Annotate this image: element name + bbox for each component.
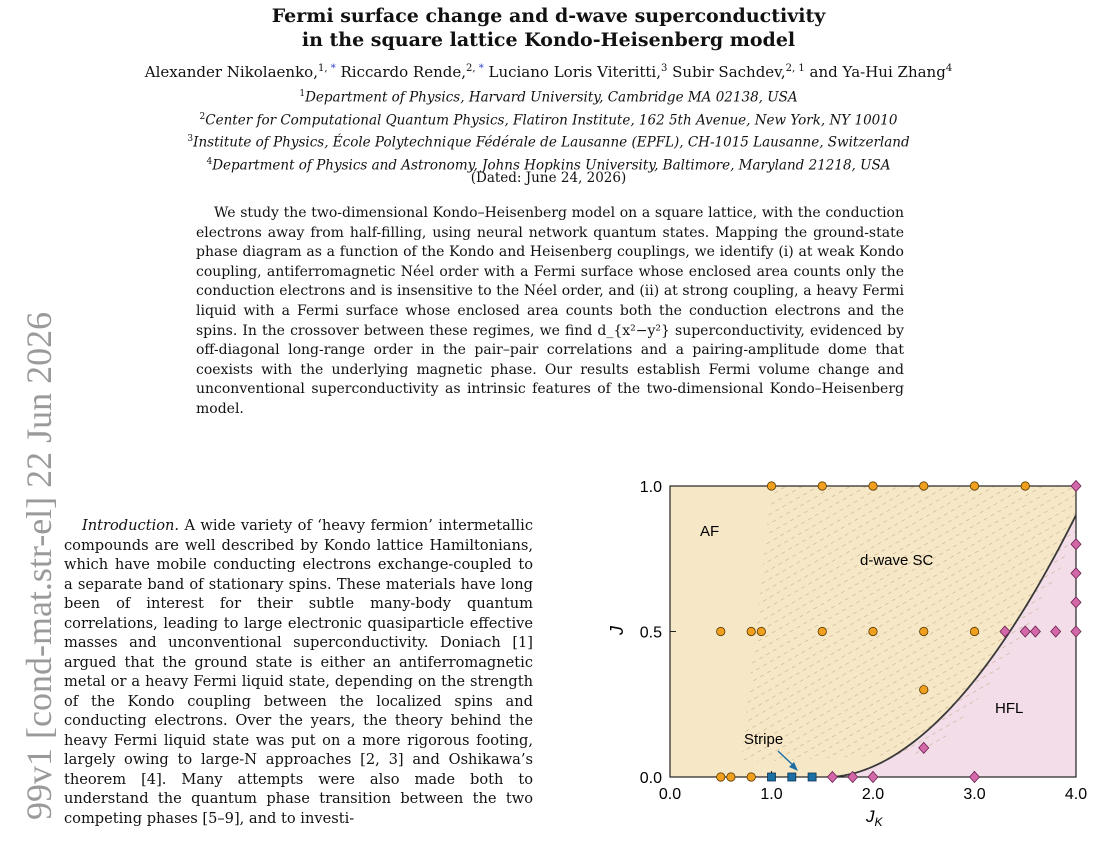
abstract [196,204,904,420]
hfl-region-label: HFL [995,700,1024,717]
title-line-2: in the square lattice Kondo-Heisenberg model [301,29,796,51]
arxiv-sidebar [0,200,59,820]
affiliation-2: $^2$Center for Computational Quantum Physics, Flatiron Institute, 162 5th Avenue, New York, NY 10010 [199,111,898,128]
af-data-point [717,627,725,635]
x-tick-label: 1.0 [760,786,783,803]
affiliation-3: $^3$Institute of Physics, École Polytechnique Fédérale de Lausanne (EPFL), CH-1015 Lausanne, Switzerland [187,134,910,151]
af-data-point [920,686,928,694]
author-2: Luciano Loris Viteritti,$^3$ [483,63,668,81]
stripe-label: Stripe [744,731,784,748]
y-tick-label: 0.5 [639,624,662,642]
af-data-point [818,627,826,635]
affiliation-list [0,85,1097,175]
stripe-data-point [788,773,796,781]
af-data-point [818,482,826,490]
x-axis-label: $J_K$ [866,807,883,829]
stripe-data-point [768,773,776,781]
affiliation-1: $^1$Department of Physics, Harvard University, Cambridge MA 02138, USA [299,89,798,106]
affiliation-4: $^4$Department of Physics and Astronomy, Johns Hopkins University, Baltimore, Maryland 21218, USA [206,156,891,173]
author-0: Alexander Nikolaenko,$^{1, *}$ [144,63,336,81]
af-data-point [920,627,928,635]
af-data-point [767,482,775,490]
x-tick-label: 3.0 [963,786,986,803]
af-data-point [869,627,877,635]
arxiv-identifier: 99v1 [cond-mat.str-el] 22 Jun 2026 [19,311,59,820]
af-data-point [747,773,755,781]
introduction-paragraph [64,516,533,828]
af-data-point [970,627,978,635]
af-data-point [869,482,877,490]
title-line-1: Fermi surface change and d-wave superconductivity [271,5,826,27]
author-list [0,63,1097,81]
af-data-point [970,482,978,490]
date-line: (Dated: June 24, 2026) [470,170,627,186]
intro-text: A wide variety of ‘heavy fermion’ intermetallic compounds are well described by Kondo lattice Hamiltonians, which have mobile conducting electrons exchange-coupled to a separate band of stationary spins. These materials have long been of interest for their subtle many-body quantum correlations, leading to large electronic quasiparticle effective masses and unconventional superconductivity. Doniach [1] argued that the ground state is either an antiferromagnetic metal or a heavy Fermi liquid state, depending on the strength of the Kondo coupling between the localized spins and conducting electrons. Over the years, the theory behind the heavy Fermi liquid state was put on a more rigorous footing, largely owing to large-N approaches [2, 3] and Oshikawa’s theorem [4]. Many attempts were also made both to understand the quantum phase transition between the two competing phases [5–9], and to investi- [64,517,533,827]
sc-region-label: d-wave SC [860,552,934,569]
y-tick-label: 1.0 [639,479,662,496]
af-data-point [717,773,725,781]
abstract-text: We study the two-dimensional Kondo–Heisenberg model on a square lattice, with the conduction electrons away from half-filling, using neural network quantum states. Mapping the ground-state phase diagram as a function of the Kondo and Heisenberg couplings, we identify (i) at weak Kondo coupling, antiferromagnetic Néel order with a Fermi surface whose enclosed area counts only the conduction electrons and is insensitive to the Néel order, and (ii) at strong coupling, a heavy Fermi liquid with a Fermi surface whose enclosed area counts both the conduction electrons and the spins. In the crossover between these regimes, we find d_{x²−y²} superconductivity, evidenced by off-diagonal long-range order in the pair–pair correlations and a pairing-amplitude dome that coexists with the underlying magnetic phase. Our results establish Fermi volume change and unconventional superconductivity as intrinsic features of the two-dimensional Kondo–Heisenberg model. [196,205,904,417]
af-region-label: AF [700,523,720,540]
x-tick-label: 0.0 [658,786,682,803]
af-data-point [747,627,755,635]
y-axis-label: J [607,626,627,635]
af-data-point [920,482,928,490]
author-4: and Ya-Hui Zhang$^4$ [804,63,953,81]
phase-diagram-figure [590,470,1090,850]
x-tick-label: 2.0 [861,786,885,803]
intro-heading: Introduction. [82,517,180,534]
x-tick-label: 4.0 [1064,786,1088,803]
y-tick-label: 0.0 [639,770,662,787]
af-data-point [727,773,735,781]
author-1: Riccardo Rende,$^{2, *}$ [335,63,484,81]
af-data-point [757,627,765,635]
paper-title [0,4,1097,52]
stripe-data-point [808,773,816,781]
af-data-point [1021,482,1029,490]
author-3: Subir Sachdev,$^{2, 1}$ [667,63,805,81]
